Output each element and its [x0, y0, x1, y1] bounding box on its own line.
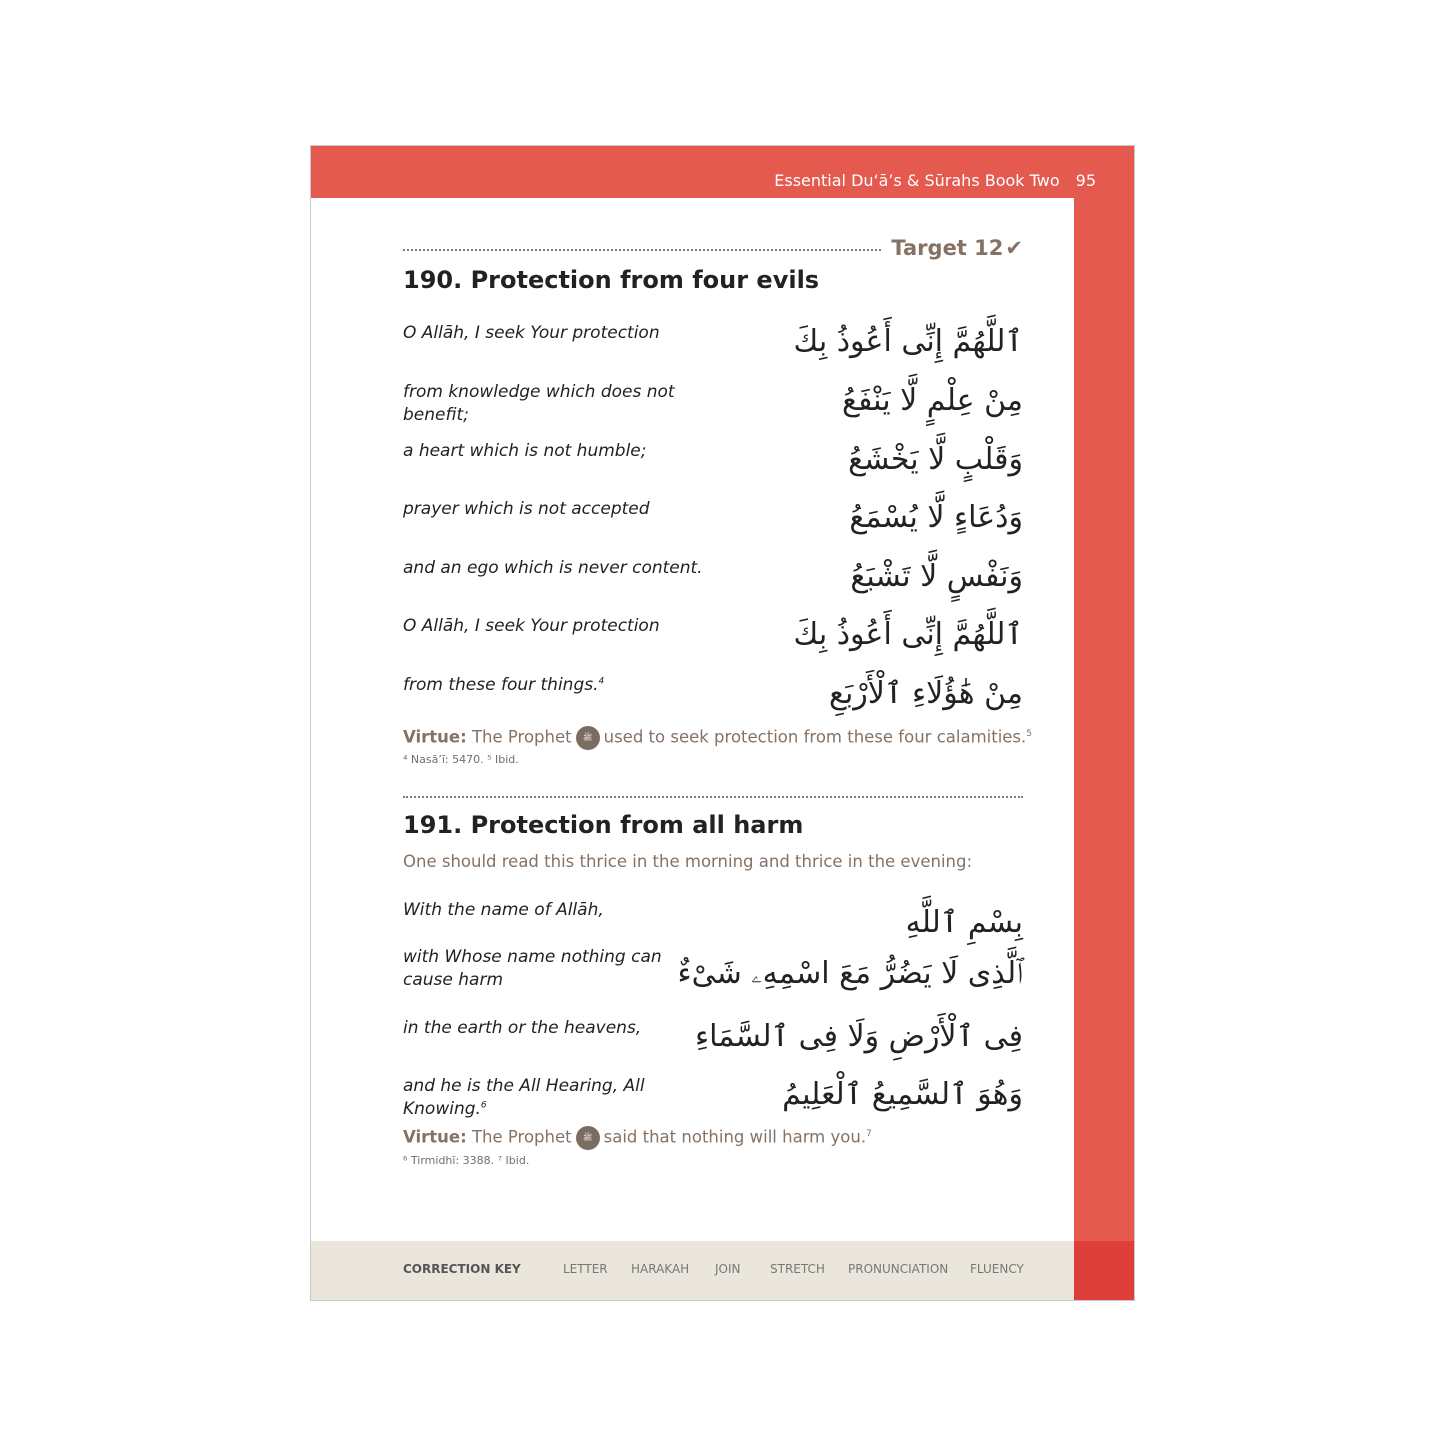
- english-line: [403, 674, 604, 697]
- target-label: [891, 236, 1023, 260]
- arabic-line: ٱلَّذِى لَا يَضُرُّ مَعَ اسْمِهِۦ شَىْءٌ: [677, 956, 1023, 991]
- check-icon: ✔: [1005, 236, 1023, 260]
- correction-key-pronunciation: PRONUNCIATION: [848, 1262, 949, 1276]
- dua-line: [403, 557, 1023, 609]
- virtue-after: said that nothing will harm you.: [603, 1127, 867, 1147]
- dua-line: [403, 899, 1023, 951]
- instruction-text: One should read this thrice in the morning and thrice in the evening:: [403, 852, 973, 871]
- footnote-ref: 5: [1026, 729, 1033, 739]
- section-191-title: 191. Protection from all harm: [403, 811, 804, 839]
- correction-key-stretch: STRETCH: [770, 1262, 825, 1276]
- side-band: [1074, 198, 1134, 1241]
- dua-line: [403, 322, 1023, 374]
- dua-line: [403, 615, 1023, 667]
- running-header: [774, 171, 1096, 190]
- saw-icon: ﷺ: [576, 1126, 600, 1150]
- virtue-before: The Prophet: [471, 1127, 572, 1147]
- target-text: Target 12: [891, 236, 1004, 260]
- english-text: and he is the All Hearing, All Knowing.: [403, 1076, 645, 1119]
- virtue-label: Virtue:: [403, 727, 467, 747]
- virtue-text: [403, 1126, 872, 1150]
- dua-line: [403, 674, 1023, 726]
- english-line: a heart which is not humble;: [403, 441, 647, 461]
- section-190-title: 190. Protection from four evils: [403, 266, 820, 294]
- footnote-ref: 6: [480, 1100, 487, 1111]
- saw-icon: ﷺ: [576, 726, 600, 750]
- english-text: from these four things.: [403, 675, 599, 695]
- footnote-ref: 7: [866, 1129, 872, 1139]
- page-number: 95: [1075, 171, 1096, 190]
- target-row: [403, 236, 1023, 264]
- arabic-line: وَدُعَاءٍ لَّا يُسْمَعُ: [849, 500, 1023, 535]
- virtue-before: The Prophet: [471, 727, 572, 747]
- footnote-ref: 4: [598, 676, 605, 687]
- dua-line: [403, 498, 1023, 550]
- english-line: [403, 1075, 703, 1121]
- side-band-bottom: [1074, 1241, 1134, 1300]
- english-line: prayer which is not accepted: [403, 499, 650, 519]
- dua-line: [403, 1017, 1023, 1069]
- english-line: and an ego which is never content.: [403, 558, 703, 578]
- arabic-line: فِى ٱلْأَرْضِ وَلَا فِى ٱلسَّمَاءِ: [695, 1019, 1023, 1054]
- arabic-line: بِسْمِ ٱللَّهِ: [905, 905, 1023, 940]
- arabic-line: مِنْ عِلْمٍ لَّا يَنْفَعُ: [842, 383, 1023, 418]
- english-line: O Allāh, I seek Your protection: [403, 323, 660, 343]
- correction-key-bar: [311, 1241, 1074, 1300]
- footnote: ⁶ Tirmidhī: 3388. ⁷ Ibid.: [403, 1154, 530, 1167]
- virtue-after: used to seek protection from these four calamities.: [603, 727, 1027, 747]
- arabic-line: وَهُوَ ٱلسَّمِيعُ ٱلْعَلِيمُ: [782, 1077, 1023, 1112]
- english-line: in the earth or the heavens,: [403, 1018, 642, 1038]
- correction-key-join: JOIN: [715, 1262, 741, 1276]
- english-line: With the name of Allāh,: [403, 900, 604, 920]
- book-title: Essential Du‘ā’s & Sūrahs Book Two: [774, 171, 1060, 190]
- correction-key-letter: LETTER: [563, 1262, 608, 1276]
- book-page: [310, 145, 1135, 1301]
- section-divider: [403, 796, 1023, 798]
- english-line: with Whose name nothing can cause harm: [403, 947, 662, 990]
- arabic-line: وَقَلْبٍ لَّا يَخْشَعُ: [848, 442, 1023, 477]
- arabic-line: ٱللَّهُمَّ إِنِّى أَعُوذُ بِكَ: [793, 324, 1023, 359]
- arabic-line: وَنَفْسٍ لَّا تَشْبَعُ: [850, 559, 1023, 594]
- dotted-leader: [403, 249, 881, 251]
- arabic-line: مِنْ هَٰؤُلَاءِ ٱلْأَرْبَعِ: [828, 676, 1023, 711]
- arabic-line: ٱللَّهُمَّ إِنِّى أَعُوذُ بِكَ: [793, 617, 1023, 652]
- english-line: from knowledge which does not benefit;: [403, 382, 675, 425]
- virtue-text: [403, 726, 1032, 750]
- virtue-label: Virtue:: [403, 1127, 467, 1147]
- footnote: ⁴ Nasā’ī: 5470. ⁵ Ibid.: [403, 753, 519, 766]
- dua-line: [403, 381, 1023, 433]
- dua-line: [403, 1075, 1023, 1127]
- dua-line: [403, 946, 1023, 1006]
- correction-key-fluency: FLUENCY: [970, 1262, 1024, 1276]
- correction-key-harakah: HARAKAH: [631, 1262, 690, 1276]
- header-band: [311, 146, 1134, 198]
- dua-line: [403, 440, 1023, 492]
- correction-key-title: CORRECTION KEY: [403, 1262, 521, 1276]
- english-line: O Allāh, I seek Your protection: [403, 616, 660, 636]
